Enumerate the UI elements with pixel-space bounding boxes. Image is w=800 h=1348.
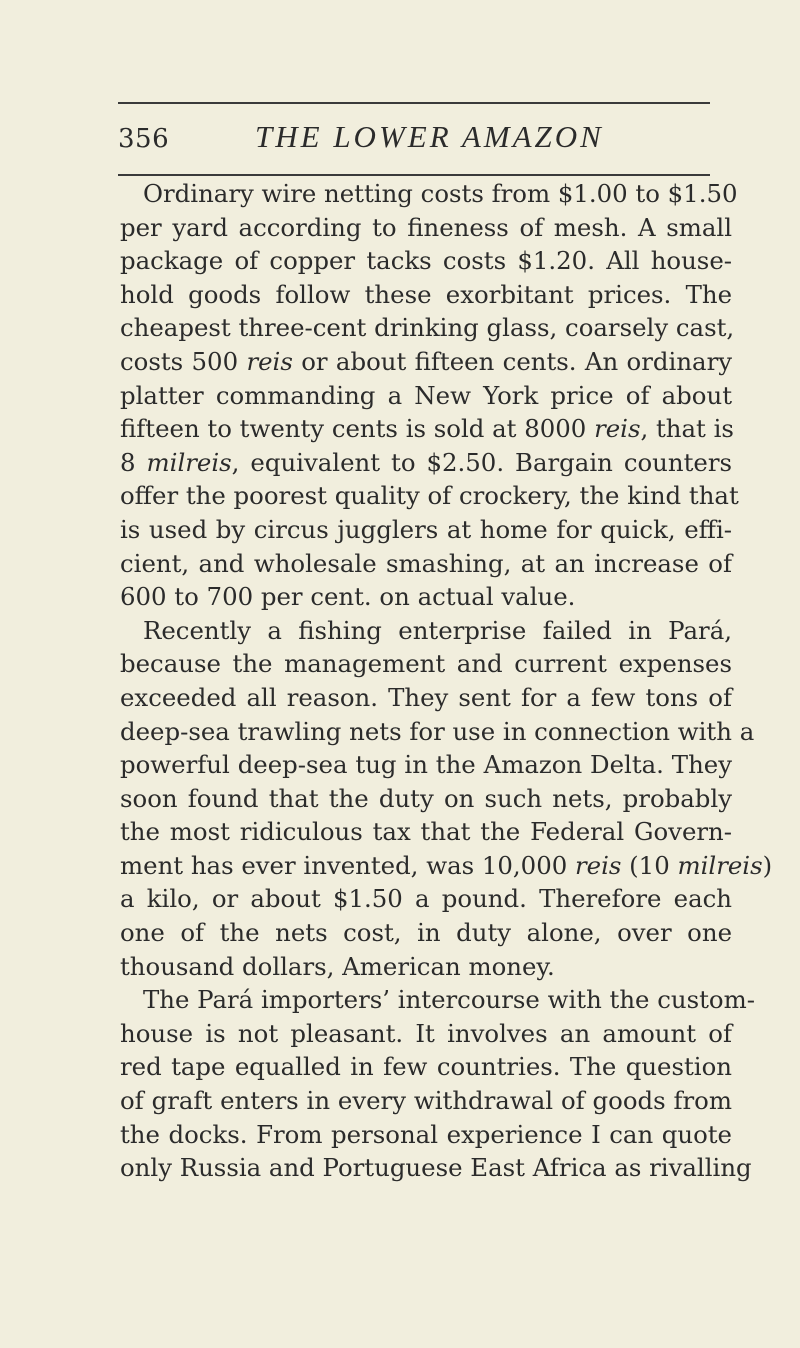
text-line (120, 681, 732, 715)
text-segment: The Pará importers’ intercourse with the custom- (143, 985, 755, 1015)
text-line (120, 1017, 732, 1051)
text-line (120, 782, 732, 816)
text-line (120, 815, 732, 849)
text-line (120, 446, 732, 480)
text-line (120, 547, 732, 581)
text-segment: ) (762, 850, 773, 880)
text-segment: deep-sea trawling nets for use in connection with a (120, 716, 755, 746)
text-segment: only Russia and Portuguese East Africa as rivalling (120, 1153, 752, 1183)
text-line (120, 379, 732, 413)
italic-word: milreis (146, 447, 232, 477)
text-segment: the docks. From personal experience I can quote (120, 1119, 732, 1149)
italic-word: milreis (677, 850, 763, 880)
text-line (120, 1118, 732, 1152)
text-segment: of graft enters in every withdrawal of goods from (120, 1086, 732, 1116)
text-segment: fifteen to twenty cents is sold at 8000 (120, 414, 595, 444)
text-segment: cient, and wholesale smashing, at an increase of (120, 548, 732, 578)
text-line (120, 412, 732, 446)
text-segment: one of the nets cost, in duty alone, over one (120, 918, 732, 948)
text-segment: package of copper tacks costs $1.20. All house- (120, 246, 732, 276)
text-line (120, 278, 732, 312)
text-segment: 8 (120, 447, 147, 477)
italic-word: reis (574, 850, 622, 880)
text-line (120, 983, 755, 1017)
text-segment: , that is (640, 414, 734, 444)
text-line (120, 647, 732, 681)
text-line (120, 916, 732, 950)
text-line (120, 580, 732, 614)
text-segment: Recently a fishing enterprise failed in Pará, (143, 615, 732, 645)
text-line (120, 882, 732, 916)
text-segment: Ordinary wire netting costs from $1.00 to $1.50 (143, 179, 738, 208)
text-segment: the most ridiculous tax that the Federal Govern- (120, 817, 732, 847)
text-line (120, 177, 738, 211)
text-segment: powerful deep-sea tug in the Amazon Delta. They (120, 750, 732, 780)
text-segment: (10 (621, 850, 678, 880)
body-text (120, 177, 773, 1185)
text-segment: exceeded all reason. They sent for a few tons of (120, 682, 732, 712)
text-line (120, 311, 735, 345)
text-segment: per yard according to fineness of mesh. A small (120, 212, 732, 242)
text-line (120, 1084, 732, 1118)
text-segment: costs 500 (120, 346, 247, 376)
header-rule-bottom (118, 174, 710, 176)
page-number: 356 (118, 124, 170, 154)
italic-word: reis (594, 414, 641, 444)
text-line (120, 345, 732, 379)
text-segment: is used by circus jugglers at home for quick, effi- (120, 514, 732, 544)
text-segment: cheapest three-cent drinking glass, coarsely cast, (120, 313, 735, 343)
text-segment: red tape equalled in few countries. The question (120, 1052, 732, 1082)
italic-word: reis (246, 346, 293, 376)
text-segment: , equivalent to $2.50. Bargain counters (231, 447, 732, 477)
text-segment: or about fifteen cents. An ordinary (292, 346, 733, 376)
text-line (120, 950, 732, 984)
text-segment: a kilo, or about $1.50 a pound. Therefore each (120, 884, 732, 914)
text-segment: thousand dollars, American money. (120, 951, 555, 981)
text-line (120, 748, 732, 782)
text-segment: 600 to 700 per cent. on actual value. (120, 582, 576, 612)
text-segment: ment has ever invented, was 10,000 (120, 850, 575, 880)
text-line (120, 849, 773, 883)
text-segment: soon found that the duty on such nets, probably (120, 783, 732, 813)
text-line (120, 1050, 732, 1084)
text-line (120, 715, 755, 749)
text-line (120, 614, 732, 648)
text-line (120, 513, 732, 547)
header-rule-top (118, 102, 710, 104)
text-line (120, 211, 732, 245)
text-line (120, 479, 739, 513)
running-head: THE LOWER AMAZON (255, 119, 604, 154)
text-segment: because the management and current expenses (120, 649, 732, 679)
text-line (120, 244, 732, 278)
text-segment: hold goods follow these exorbitant prices. The (120, 279, 732, 309)
text-segment: platter commanding a New York price of about (120, 380, 732, 410)
text-line (120, 1151, 752, 1185)
text-segment: offer the poorest quality of crockery, the kind that (120, 481, 739, 511)
text-segment: house is not pleasant. It involves an amount of (120, 1018, 732, 1048)
